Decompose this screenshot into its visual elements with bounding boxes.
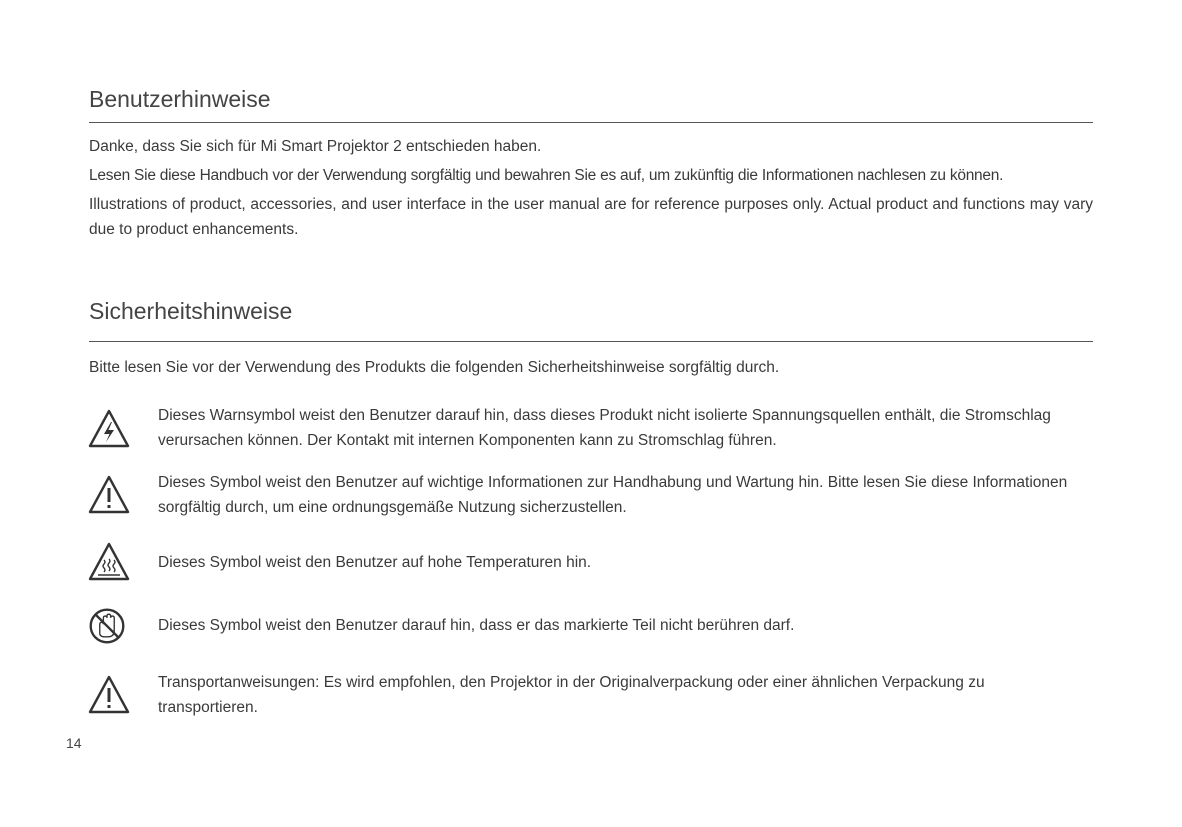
do-not-touch-icon [88, 607, 126, 645]
safety-intro-paragraph: Bitte lesen Sie vor der Verwendung des Produkts die folgenden Sicherheitshinweise sorgfältig durch. [89, 359, 780, 376]
exclamation-warning-icon [88, 674, 130, 716]
hot-surface-warning-icon [88, 541, 130, 583]
section-divider [89, 122, 1093, 123]
electric-shock-warning-icon [88, 408, 130, 450]
exclamation-warning-icon [88, 474, 130, 516]
illustration-disclaimer-paragraph: Illustrations of product, accessories, and user interface in the user manual are for reference purposes only. Actual product and functions may vary due to product enhancements. [89, 196, 1093, 238]
read-manual-paragraph: Lesen Sie diese Handbuch vor der Verwendung sorgfältig und bewahren Sie es auf, um zukünftig die Informationen nachlesen zu können. [89, 167, 1004, 184]
user-notes-title: Benutzerhinweise [89, 86, 271, 112]
safety-item-text: Transportanweisungen: Es wird empfohlen, den Projektor in der Originalverpackung oder einer ähnlichen Verpackung zu transportieren. [158, 674, 985, 716]
page-number: 14 [66, 735, 82, 751]
section-divider [89, 341, 1093, 342]
safety-item-text: Dieses Symbol weist den Benutzer darauf hin, dass er das markierte Teil nicht berühren darf. [158, 617, 795, 634]
safety-item-text: Dieses Symbol weist den Benutzer auf hohe Temperaturen hin. [158, 554, 592, 571]
safety-item-text: Dieses Symbol weist den Benutzer auf wichtige Informationen zur Handhabung und Wartung hin. Bitte lesen Sie diese Informationen sorgfältig durch, um eine ordnungsgemäße Nutzung sicherzustellen. [158, 474, 1068, 516]
thanks-paragraph: Danke, dass Sie sich für Mi Smart Projektor 2 entschieden haben. [89, 138, 542, 155]
safety-notes-title: Sicherheitshinweise [89, 298, 293, 324]
safety-item-text: Dieses Warnsymbol weist den Benutzer darauf hin, dass dieses Produkt nicht isolierte Spannungsquellen enthält, die Stromschlag verursachen können. Der Kontakt mit internen Komponenten kann zu Stromschlag führen. [158, 407, 1051, 449]
